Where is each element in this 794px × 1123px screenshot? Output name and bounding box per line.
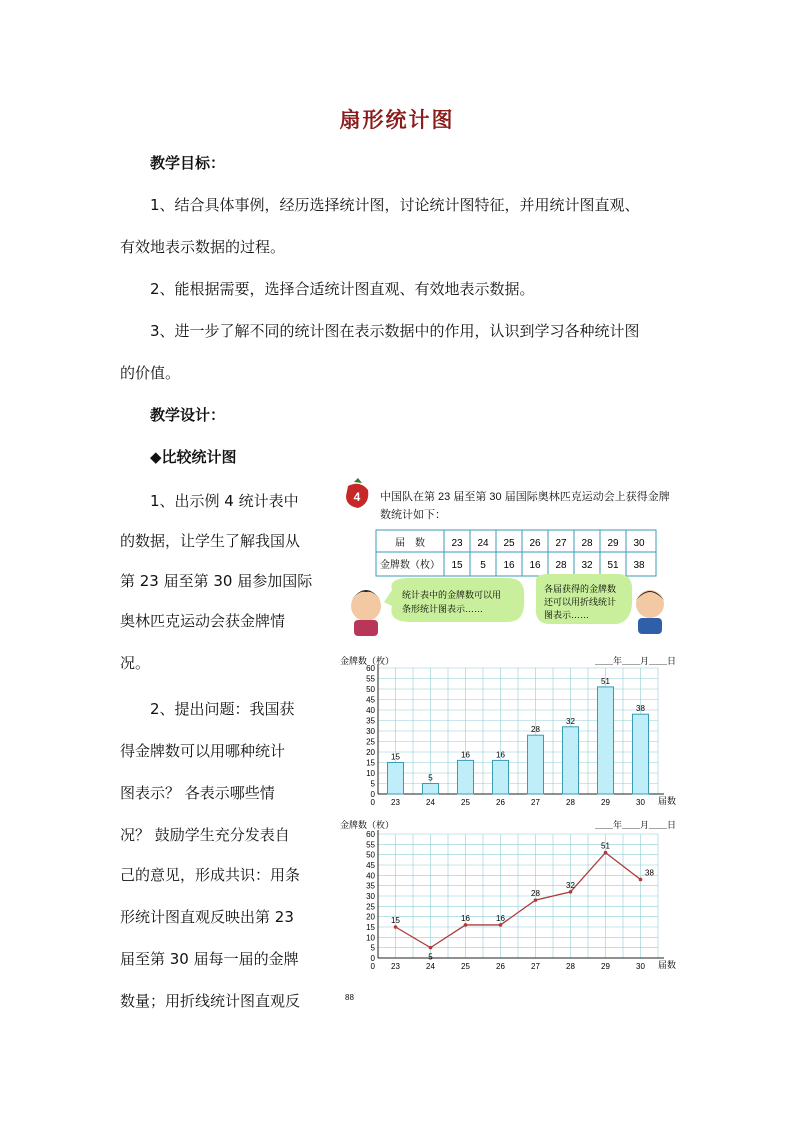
boy-illustration xyxy=(636,590,664,618)
table-cell-medals: 38 xyxy=(633,560,645,571)
y-tick-label: 45 xyxy=(366,861,375,870)
y-tick-label: 60 xyxy=(366,664,375,673)
table-cell-session: 23 xyxy=(451,538,463,549)
table-cell-medals: 16 xyxy=(503,560,515,571)
data-point xyxy=(534,898,538,902)
paragraph-line: 1、出示例 4 统计表中 xyxy=(150,492,299,510)
bar-value-label: 16 xyxy=(496,750,505,760)
y-tick-label: 40 xyxy=(366,871,375,881)
bar-value-label: 15 xyxy=(391,752,400,762)
x-tick-label: 24 xyxy=(426,962,435,971)
data-point xyxy=(569,890,573,894)
table-cell-session: 25 xyxy=(503,538,515,549)
bar xyxy=(563,727,579,794)
y-tick-label: 25 xyxy=(366,737,375,747)
y-tick-label: 50 xyxy=(366,685,375,694)
bar xyxy=(458,760,474,794)
point-value-label: 15 xyxy=(391,916,400,925)
x-tick-label: 26 xyxy=(496,798,505,807)
y-tick-label: 60 xyxy=(366,830,375,839)
point-value-label: 28 xyxy=(531,889,540,899)
table-cell-medals: 28 xyxy=(555,560,567,571)
data-point xyxy=(429,946,433,950)
y-tick-label: 25 xyxy=(366,902,375,912)
y-tick-label: 20 xyxy=(366,748,375,757)
y-tick-label: 10 xyxy=(366,933,375,943)
table-cell-session: 30 xyxy=(633,538,645,549)
page-title: 扇形统计图 xyxy=(339,108,455,132)
point-value-label: 16 xyxy=(496,913,505,923)
paragraph-line: 况？ 鼓励学生充分发表自 xyxy=(120,826,290,844)
y-tick-label: 55 xyxy=(366,674,375,684)
y-tick-label: 5 xyxy=(370,779,375,789)
point-value-label: 5 xyxy=(428,952,433,962)
example-text-line: 中国队在第 23 届至第 30 届国际奥林匹克运动会上获得金牌 xyxy=(380,491,670,503)
y-tick-label: 10 xyxy=(366,769,375,778)
speech-bubble-left xyxy=(384,578,524,622)
point-value-label: 38 xyxy=(645,868,654,878)
y-tick-label: 45 xyxy=(366,695,375,705)
x-tick-label: 27 xyxy=(531,962,540,971)
y-tick-label: 50 xyxy=(366,850,375,860)
table-cell-medals: 51 xyxy=(607,560,619,571)
data-point xyxy=(639,878,643,882)
bar xyxy=(633,714,649,794)
objective-line: 的价值。 xyxy=(120,364,181,382)
textbook-figure xyxy=(340,478,680,1018)
y-tick-label: 35 xyxy=(366,881,375,891)
paragraph-line: 形统计图直观反映出第 23 xyxy=(120,908,294,926)
bar xyxy=(423,784,439,795)
x-tick-label: 29 xyxy=(601,962,610,971)
origin-label: 0 xyxy=(370,798,375,807)
objective-line: 3、进一步了解不同的统计图在表示数据中的作用，认识到学习各种统计图 xyxy=(150,322,640,340)
y-tick-label: 55 xyxy=(366,840,375,850)
y-tick-label: 5 xyxy=(370,943,375,953)
bar-value-label: 28 xyxy=(531,725,540,735)
bar-value-label: 32 xyxy=(566,716,575,726)
table-row-header: 金牌数（枚） xyxy=(380,560,440,571)
paragraph-line: 2、提出问题：我国获 xyxy=(150,700,295,718)
origin-label: 0 xyxy=(370,962,375,971)
x-tick-label: 25 xyxy=(461,962,470,971)
line-chart-xlabel: 届数 xyxy=(658,960,677,970)
bar-value-label: 5 xyxy=(428,773,433,783)
bar-chart-xlabel: 届数 xyxy=(658,796,677,806)
point-value-label: 16 xyxy=(461,913,470,923)
table-cell-medals: 16 xyxy=(529,560,541,571)
data-point xyxy=(394,925,398,929)
x-tick-label: 25 xyxy=(461,798,470,807)
y-tick-label: 15 xyxy=(366,758,375,768)
table-cell-session: 28 xyxy=(581,538,593,549)
y-tick-label: 20 xyxy=(366,912,375,922)
table-cell-session: 27 xyxy=(555,538,567,549)
y-tick-label: 15 xyxy=(366,923,375,932)
x-tick-label: 23 xyxy=(391,962,400,971)
data-point xyxy=(499,923,503,927)
paragraph-line: 奥林匹克运动会获金牌情 xyxy=(120,612,286,630)
paragraph-line: 的数据，让学生了解我国从 xyxy=(120,532,301,550)
table-cell-session: 24 xyxy=(477,538,489,549)
bar-chart-date: ＿＿年＿＿月＿＿日 xyxy=(594,656,676,666)
bar-chart-ylabel: 金牌数（枚） xyxy=(340,656,395,666)
bar xyxy=(388,763,404,795)
point-value-label: 51 xyxy=(601,841,610,851)
kids-dialogue xyxy=(350,574,664,636)
bar-chart xyxy=(340,655,676,807)
y-tick-label: 30 xyxy=(366,727,375,736)
data-point xyxy=(464,923,468,927)
x-tick-label: 24 xyxy=(426,798,435,807)
table-cell-medals: 32 xyxy=(581,560,593,571)
girl-illustration xyxy=(351,591,381,621)
table-cell-medals: 5 xyxy=(480,560,486,571)
svg-text:各届获得的金牌数: 各届获得的金牌数 xyxy=(544,584,617,594)
y-tick-label: 30 xyxy=(366,892,375,901)
line-chart xyxy=(340,819,676,971)
x-tick-label: 29 xyxy=(601,798,610,807)
point-value-label: 32 xyxy=(566,880,575,890)
x-tick-label: 30 xyxy=(636,962,645,971)
page-number: 88 xyxy=(345,993,354,1002)
x-tick-label: 28 xyxy=(566,798,575,807)
paragraph-line: 届至第 30 届每一届的金牌 xyxy=(120,950,299,968)
paragraph-line: 得金牌数可以用哪种统计 xyxy=(120,742,286,760)
design-heading: 教学设计： xyxy=(150,406,226,424)
bar xyxy=(528,735,544,794)
bar xyxy=(493,760,509,794)
svg-text:图表示……: 图表示…… xyxy=(544,610,590,620)
data-table xyxy=(376,530,656,576)
example-badge xyxy=(346,478,368,508)
paragraph-line: 己的意见，形成共识：用条 xyxy=(120,866,301,884)
line-chart-ylabel: 金牌数（枚） xyxy=(340,820,395,830)
y-tick-label: 0 xyxy=(370,790,375,799)
data-point xyxy=(604,851,608,855)
y-tick-label: 0 xyxy=(370,954,375,963)
svg-text:还可以用折线统计: 还可以用折线统计 xyxy=(544,597,617,607)
svg-text:统计表中的金牌数可以用: 统计表中的金牌数可以用 xyxy=(402,590,502,600)
paragraph-line: 第 23 届至第 30 届参加国际 xyxy=(120,572,313,590)
bar-value-label: 38 xyxy=(636,704,645,714)
table-cell-session: 26 xyxy=(529,538,541,549)
paragraph-line: 况。 xyxy=(120,654,151,672)
objective-line: 2、能根据需要，选择合适统计图直观、有效地表示数据。 xyxy=(150,280,535,298)
y-tick-label: 40 xyxy=(366,706,375,715)
paragraph-line: 数量；用折线统计图直观反 xyxy=(120,992,301,1010)
paragraph-line: 图表示？ 各表示哪些情 xyxy=(120,784,275,802)
x-tick-label: 27 xyxy=(531,798,540,807)
svg-text:4: 4 xyxy=(353,490,361,504)
objective-line: 有效地表示数据的过程。 xyxy=(120,238,286,256)
x-tick-label: 26 xyxy=(496,962,505,971)
bar xyxy=(598,687,614,794)
x-tick-label: 28 xyxy=(566,962,575,971)
objectives-heading: 教学目标： xyxy=(150,154,226,172)
x-tick-label: 23 xyxy=(391,798,400,807)
table-cell-session: 29 xyxy=(607,538,619,549)
bar-value-label: 51 xyxy=(601,676,610,686)
section-heading: ◆比较统计图 xyxy=(150,448,237,466)
table-row-header: 届 数 xyxy=(395,538,425,549)
line-chart-date: ＿＿年＿＿月＿＿日 xyxy=(594,820,676,830)
objective-line: 1、结合具体事例，经历选择统计图，讨论统计图特征，并用统计图直观、 xyxy=(150,196,640,214)
svg-text:条形统计图表示……: 条形统计图表示…… xyxy=(402,604,484,614)
example-text-line: 数统计如下： xyxy=(380,509,446,521)
table-cell-medals: 15 xyxy=(451,560,463,571)
bar-value-label: 16 xyxy=(461,750,470,760)
x-tick-label: 30 xyxy=(636,798,645,807)
y-tick-label: 35 xyxy=(366,716,375,726)
